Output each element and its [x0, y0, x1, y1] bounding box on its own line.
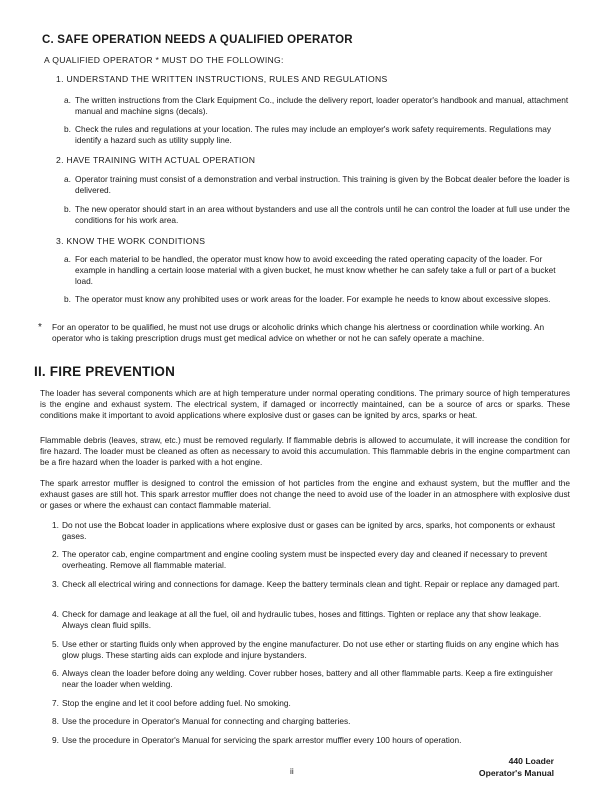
fire-rule-8: [52, 716, 567, 727]
fire-rule-5: [52, 639, 567, 661]
item-3b: [64, 294, 570, 305]
item-2b-mark: b.: [64, 204, 71, 214]
item-2a: [64, 174, 570, 196]
item-3a-text: For each material to be handled, the operator must know how to avoid exceeding the rated operating capacity of the loader. For example in handling a certain loose material with a given bucket, he must know whether he can safely take a full or part of a bucket load.: [75, 254, 556, 286]
section-c-heading: C. SAFE OPERATION NEEDS A QUALIFIED OPERATOR: [42, 34, 353, 46]
fire-rule-9-mark: 9.: [52, 735, 59, 745]
item-1a-text: The written instructions from the Clark Equipment Co., include the delivery report, loader operator's handbook and manual, attachment manual and machine signs (decals).: [75, 95, 569, 116]
section-c-intro: A QUALIFIED OPERATOR * MUST DO THE FOLLOWING:: [44, 55, 284, 65]
fire-rule-6-text: Always clean the loader before doing any welding. Cover rubber hoses, battery and all other flammable parts. Keep a fire extinguisher near the loader when welding.: [62, 668, 553, 689]
fire-rule-4-text: Check for damage and leakage at all the fuel, oil and hydraulic tubes, hoses and fittings. Tighten or replace any that show leakage. Always clean fluid spills.: [62, 609, 542, 630]
fire-rule-5-text: Use ether or starting fluids only when approved by the engine manufacturer. Do not use ether or starting fluids on any engine which has glow plugs. These starting aids can explode and injure bystanders.: [62, 639, 559, 660]
fire-rule-7-text: Stop the engine and let it cool before adding fuel. No smoking.: [62, 698, 291, 708]
fire-rule-6: [52, 668, 567, 690]
section-ii-heading: II. FIRE PREVENTION: [34, 364, 176, 379]
fire-rule-3-text: Check all electrical wiring and connections for damage. Keep the battery terminals clean and tight. Repair or replace any damaged part.: [62, 579, 560, 589]
item-2b-text: The new operator should start in an area without bystanders and use all the controls until he can control the loader at full use under the conditions for his work area.: [75, 204, 570, 225]
item-3b-mark: b.: [64, 294, 71, 304]
item-1a: [64, 95, 570, 117]
qualified-operator-footnote: [38, 322, 568, 344]
fire-rule-2-text: The operator cab, engine compartment and engine cooling system must be inspected every day and cleaned if necessary to prevent overheating. Remove all flammable material.: [62, 549, 548, 570]
fire-rule-6-mark: 6.: [52, 668, 59, 678]
item-1-heading: 1. UNDERSTAND THE WRITTEN INSTRUCTIONS, RULES AND REGULATIONS: [56, 74, 388, 84]
item-3a: [64, 254, 570, 287]
item-3b-text: The operator must know any prohibited uses or work areas for the loader. For example he needs to know about excessive slopes.: [75, 294, 551, 304]
item-2a-text: Operator training must consist of a demonstration and verbal instruction. This training is given by the Bobcat dealer before the loader is delivered.: [75, 174, 570, 195]
fire-rule-4-mark: 4.: [52, 609, 59, 619]
fire-rule-2: [52, 549, 567, 571]
item-1b-text: Check the rules and regulations at your location. The rules may include an employer's work safety requirements. Regulations may identify a hazard such as utility supply line.: [75, 124, 551, 145]
fire-rule-1: [52, 520, 567, 542]
item-1b: [64, 124, 570, 146]
fire-rule-9: [52, 735, 567, 746]
fire-paragraph-3: The spark arrestor muffler is designed to control the emission of hot particles from the engine and exhaust system, but the muffler and the exhaust gases are still hot. This spark arrestor muffler does not change the need to avoid use of the loader in an atmosphere with explosive dust or gases or where the exhaust can contact flammable material.: [40, 478, 570, 510]
fire-rule-9-text: Use the procedure in Operator's Manual for servicing the spark arrestor muffler every 100 hours of operation.: [62, 735, 462, 745]
item-1a-mark: a.: [64, 95, 71, 105]
fire-paragraph-2: Flammable debris (leaves, straw, etc.) must be removed regularly. If flammable debris is allowed to accumulate, it will increase the condition for fire hazard. The loader must be cleaned as often as necessary to avoid this accumulation. This flammable debris in the engine compartment can be a fire hazard when the loader is parked with a hot engine.: [40, 435, 570, 467]
fire-rule-3: [52, 579, 567, 590]
footnote-text: For an operator to be qualified, he must not use drugs or alcoholic drinks which change his alertness or coordination while working. An operator who is taking prescription drugs must get medical advice on whether or not he can safely operate a machine.: [52, 322, 545, 343]
fire-paragraph-1: The loader has several components which are at high temperature under normal operating conditions. The primary source of high temperatures is the engine and exhaust system. The electrical system, if damaged or incorrectly maintained, can be a source of arcs or sparks. These conditions make it important to avoid applications where explosive dust or gases can be ignited by arcs, sparks or heat.: [40, 388, 570, 420]
fire-rule-7-mark: 7.: [52, 698, 59, 708]
fire-rule-3-mark: 3.: [52, 579, 59, 589]
fire-rule-8-text: Use the procedure in Operator's Manual for connecting and charging batteries.: [62, 716, 351, 726]
fire-rule-4: [52, 609, 567, 631]
fire-rule-1-text: Do not use the Bobcat loader in applications where explosive dust or gases can be ignited by arcs, sparks, hot components or exhaust gases.: [62, 520, 556, 541]
fire-rule-2-mark: 2.: [52, 549, 59, 559]
item-2-heading: 2. HAVE TRAINING WITH ACTUAL OPERATION: [56, 155, 256, 165]
fire-rule-7: [52, 698, 567, 709]
page-number: ii: [290, 766, 294, 776]
fire-rule-8-mark: 8.: [52, 716, 59, 726]
fire-rule-5-mark: 5.: [52, 639, 59, 649]
item-3-heading: 3. KNOW THE WORK CONDITIONS: [56, 236, 206, 246]
item-3a-mark: a.: [64, 254, 71, 264]
asterisk-mark: *: [38, 322, 42, 333]
item-2a-mark: a.: [64, 174, 71, 184]
footer-model: 440 Loader: [508, 756, 554, 766]
item-1b-mark: b.: [64, 124, 71, 134]
footer-manual-title: Operator's Manual: [478, 768, 554, 778]
item-2b: [64, 204, 570, 226]
fire-rule-1-mark: 1.: [52, 520, 59, 530]
